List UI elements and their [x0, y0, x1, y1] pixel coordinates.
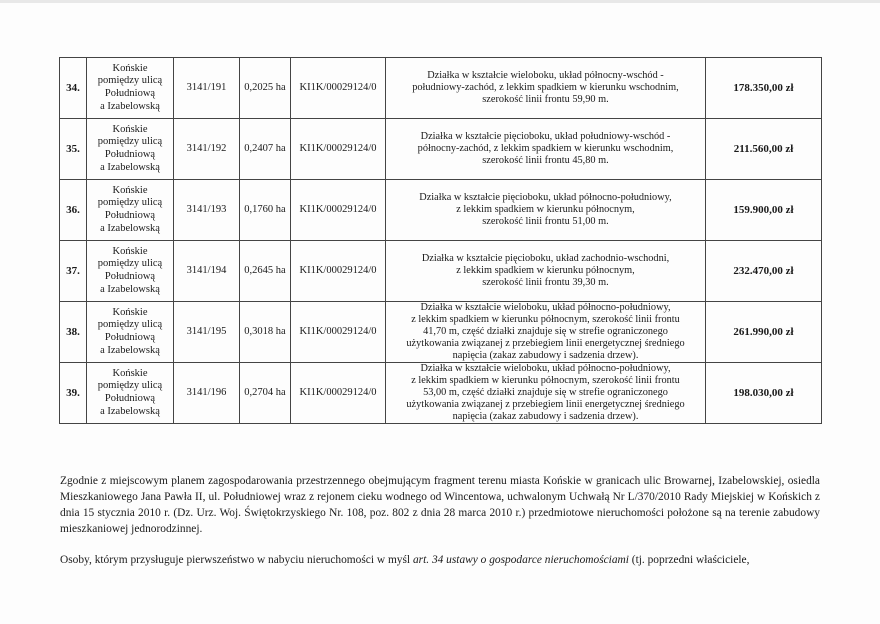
parcel-price: 211.560,00 zł	[706, 119, 822, 180]
parcel-description	[386, 119, 706, 180]
description-line: użytkowania związanej z przebiegiem linii energetycznej średniego	[406, 338, 685, 349]
parcel-price: 178.350,00 zł	[706, 58, 822, 119]
row-number: 35.	[60, 119, 87, 180]
description-line: południowy-zachód, z lekkim spadkiem w kierunku wschodnim,	[412, 82, 679, 93]
parcel-number: 3141/194	[174, 241, 240, 302]
table-row	[60, 180, 822, 241]
location-line: a Izabelowską	[100, 344, 160, 356]
location-cell	[87, 302, 174, 363]
location-line: Południową	[104, 88, 156, 99]
table-row	[60, 241, 822, 302]
location-cell	[87, 363, 174, 424]
location-line: Końskie	[112, 367, 148, 379]
parcel-area: 0,2407 ha	[240, 119, 291, 180]
preemption-text-start: Osoby, którym przysługuje pierwszeństwo w nabyciu nieruchomości w myśl	[60, 554, 413, 567]
description-line: 53,00 m, część działki znajduje się w strefie ograniczonego	[423, 387, 668, 398]
parcel-price: 159.900,00 zł	[706, 180, 822, 241]
land-register-number: KI1K/00029124/0	[291, 363, 386, 424]
description-line: napięcia (zakaz zabudowy i sadzenia drzew).	[452, 411, 639, 422]
location-line: pomiędzy ulicą	[97, 197, 163, 209]
location-line: Południową	[104, 393, 156, 404]
parcel-number: 3141/193	[174, 180, 240, 241]
description-line: z lekkim spadkiem w kierunku północnym, szerokość linii frontu	[411, 375, 680, 386]
location-line: Końskie	[112, 184, 148, 196]
parcel-price: 232.470,00 zł	[706, 241, 822, 302]
parcel-area: 0,2704 ha	[240, 363, 291, 424]
location-line: Południową	[104, 332, 156, 343]
location-line: pomiędzy ulicą	[97, 136, 163, 148]
table-row	[60, 363, 822, 424]
land-register-number: KI1K/00029124/0	[291, 302, 386, 363]
table-row	[60, 302, 822, 363]
location-line: Południową	[104, 210, 156, 221]
land-register-number: KI1K/00029124/0	[291, 241, 386, 302]
row-number: 37.	[60, 241, 87, 302]
description-line: Działka w kształcie wieloboku, układ północno-południowy,	[420, 302, 671, 313]
description-line: północny-zachód, z lekkim spadkiem w kierunku wschodnim,	[417, 143, 674, 154]
description-line: szerokość linii frontu 59,90 m.	[482, 94, 609, 105]
table-row	[60, 119, 822, 180]
location-line: pomiędzy ulicą	[97, 319, 163, 331]
parcel-description	[386, 302, 706, 363]
parcel-description	[386, 241, 706, 302]
parcel-area: 0,2645 ha	[240, 241, 291, 302]
location-line: a Izabelowską	[100, 405, 160, 417]
parcel-number: 3141/191	[174, 58, 240, 119]
parcel-number: 3141/195	[174, 302, 240, 363]
location-line: pomiędzy ulicą	[97, 258, 163, 270]
land-register-number: KI1K/00029124/0	[291, 58, 386, 119]
description-line: Działka w kształcie wieloboku, układ północny-wschód -	[427, 70, 664, 81]
location-cell	[87, 241, 174, 302]
parcels-table-body	[60, 58, 822, 424]
row-number: 38.	[60, 302, 87, 363]
description-line: szerokość linii frontu 45,80 m.	[482, 155, 609, 166]
description-line: Działka w kształcie wieloboku, układ północno-południowy,	[420, 363, 671, 374]
row-number: 39.	[60, 363, 87, 424]
description-line: szerokość linii frontu 39,30 m.	[482, 277, 609, 288]
zoning-paragraph: Zgodnie z miejscowym planem zagospodarowania przestrzennego obejmującym fragment terenu miasta Końskie w granicach ulic Browarnej, Izabelowskiej, osiedla Mieszkaniowego Jana Pawła II, ul. Południowej wraz z rejonem cieku wodnego od Wincentowa, uchwalonym Uchwałą Nr L/370/2010 Rady Miejskiej w Końskich z dnia 15 stycznia 2010 r. (Dz. Urz. Woj. Świętokrzyskiego Nr. 108, poz. 802 z dnia 28 marca 2010 r.) przedmiotowe nieruchomości położone są na terenie zabudowy mieszkaniowej jednorodzinnej.	[60, 475, 820, 536]
description-line: użytkowania związanej z przebiegiem linii energetycznej średniego	[406, 399, 685, 410]
parcel-area: 0,3018 ha	[240, 302, 291, 363]
location-line: a Izabelowską	[100, 161, 160, 173]
description-line: 41,70 m, część działki znajduje się w strefie ograniczonego	[423, 326, 668, 337]
land-register-number: KI1K/00029124/0	[291, 180, 386, 241]
location-line: Końskie	[112, 62, 148, 74]
scan-edge	[0, 0, 880, 3]
parcel-description	[386, 58, 706, 119]
description-line: szerokość linii frontu 51,00 m.	[482, 216, 609, 227]
table-row	[60, 58, 822, 119]
location-line: pomiędzy ulicą	[97, 75, 163, 87]
description-line: z lekkim spadkiem w kierunku północnym,	[456, 204, 635, 215]
location-line: Południową	[104, 271, 156, 282]
description-line: z lekkim spadkiem w kierunku północnym,	[456, 265, 635, 276]
row-number: 34.	[60, 58, 87, 119]
location-line: a Izabelowską	[100, 100, 160, 112]
location-line: Końskie	[112, 306, 148, 318]
location-line: a Izabelowską	[100, 222, 160, 234]
location-cell	[87, 119, 174, 180]
preemption-paragraph	[60, 552, 820, 568]
description-line: z lekkim spadkiem w kierunku północnym, szerokość linii frontu	[411, 314, 680, 325]
row-number: 36.	[60, 180, 87, 241]
location-line: Końskie	[112, 245, 148, 257]
location-cell	[87, 180, 174, 241]
description-line: Działka w kształcie pięcioboku, układ zachodnio-wschodni,	[421, 253, 670, 264]
preemption-text-end: (tj. poprzedni właściciele,	[628, 554, 750, 567]
parcel-description	[386, 363, 706, 424]
parcel-price: 198.030,00 zł	[706, 363, 822, 424]
parcel-price: 261.990,00 zł	[706, 302, 822, 363]
description-line: napięcia (zakaz zabudowy i sadzenia drzew).	[452, 350, 639, 361]
parcel-area: 0,2025 ha	[240, 58, 291, 119]
parcel-area: 0,1760 ha	[240, 180, 291, 241]
location-line: Końskie	[112, 123, 148, 135]
location-line: pomiędzy ulicą	[97, 380, 163, 392]
parcel-description	[386, 180, 706, 241]
parcel-number: 3141/196	[174, 363, 240, 424]
parcels-table	[59, 57, 822, 424]
land-register-number: KI1K/00029124/0	[291, 119, 386, 180]
location-line: Południową	[104, 149, 156, 160]
description-line: Działka w kształcie pięcioboku, układ południowy-wschód -	[420, 131, 671, 142]
description-line: Działka w kształcie pięcioboku, układ północno-południowy,	[419, 192, 672, 203]
parcel-number: 3141/192	[174, 119, 240, 180]
location-line: a Izabelowską	[100, 283, 160, 295]
location-cell	[87, 58, 174, 119]
law-reference: art. 34 ustawy o gospodarce nieruchomościami	[412, 554, 629, 567]
